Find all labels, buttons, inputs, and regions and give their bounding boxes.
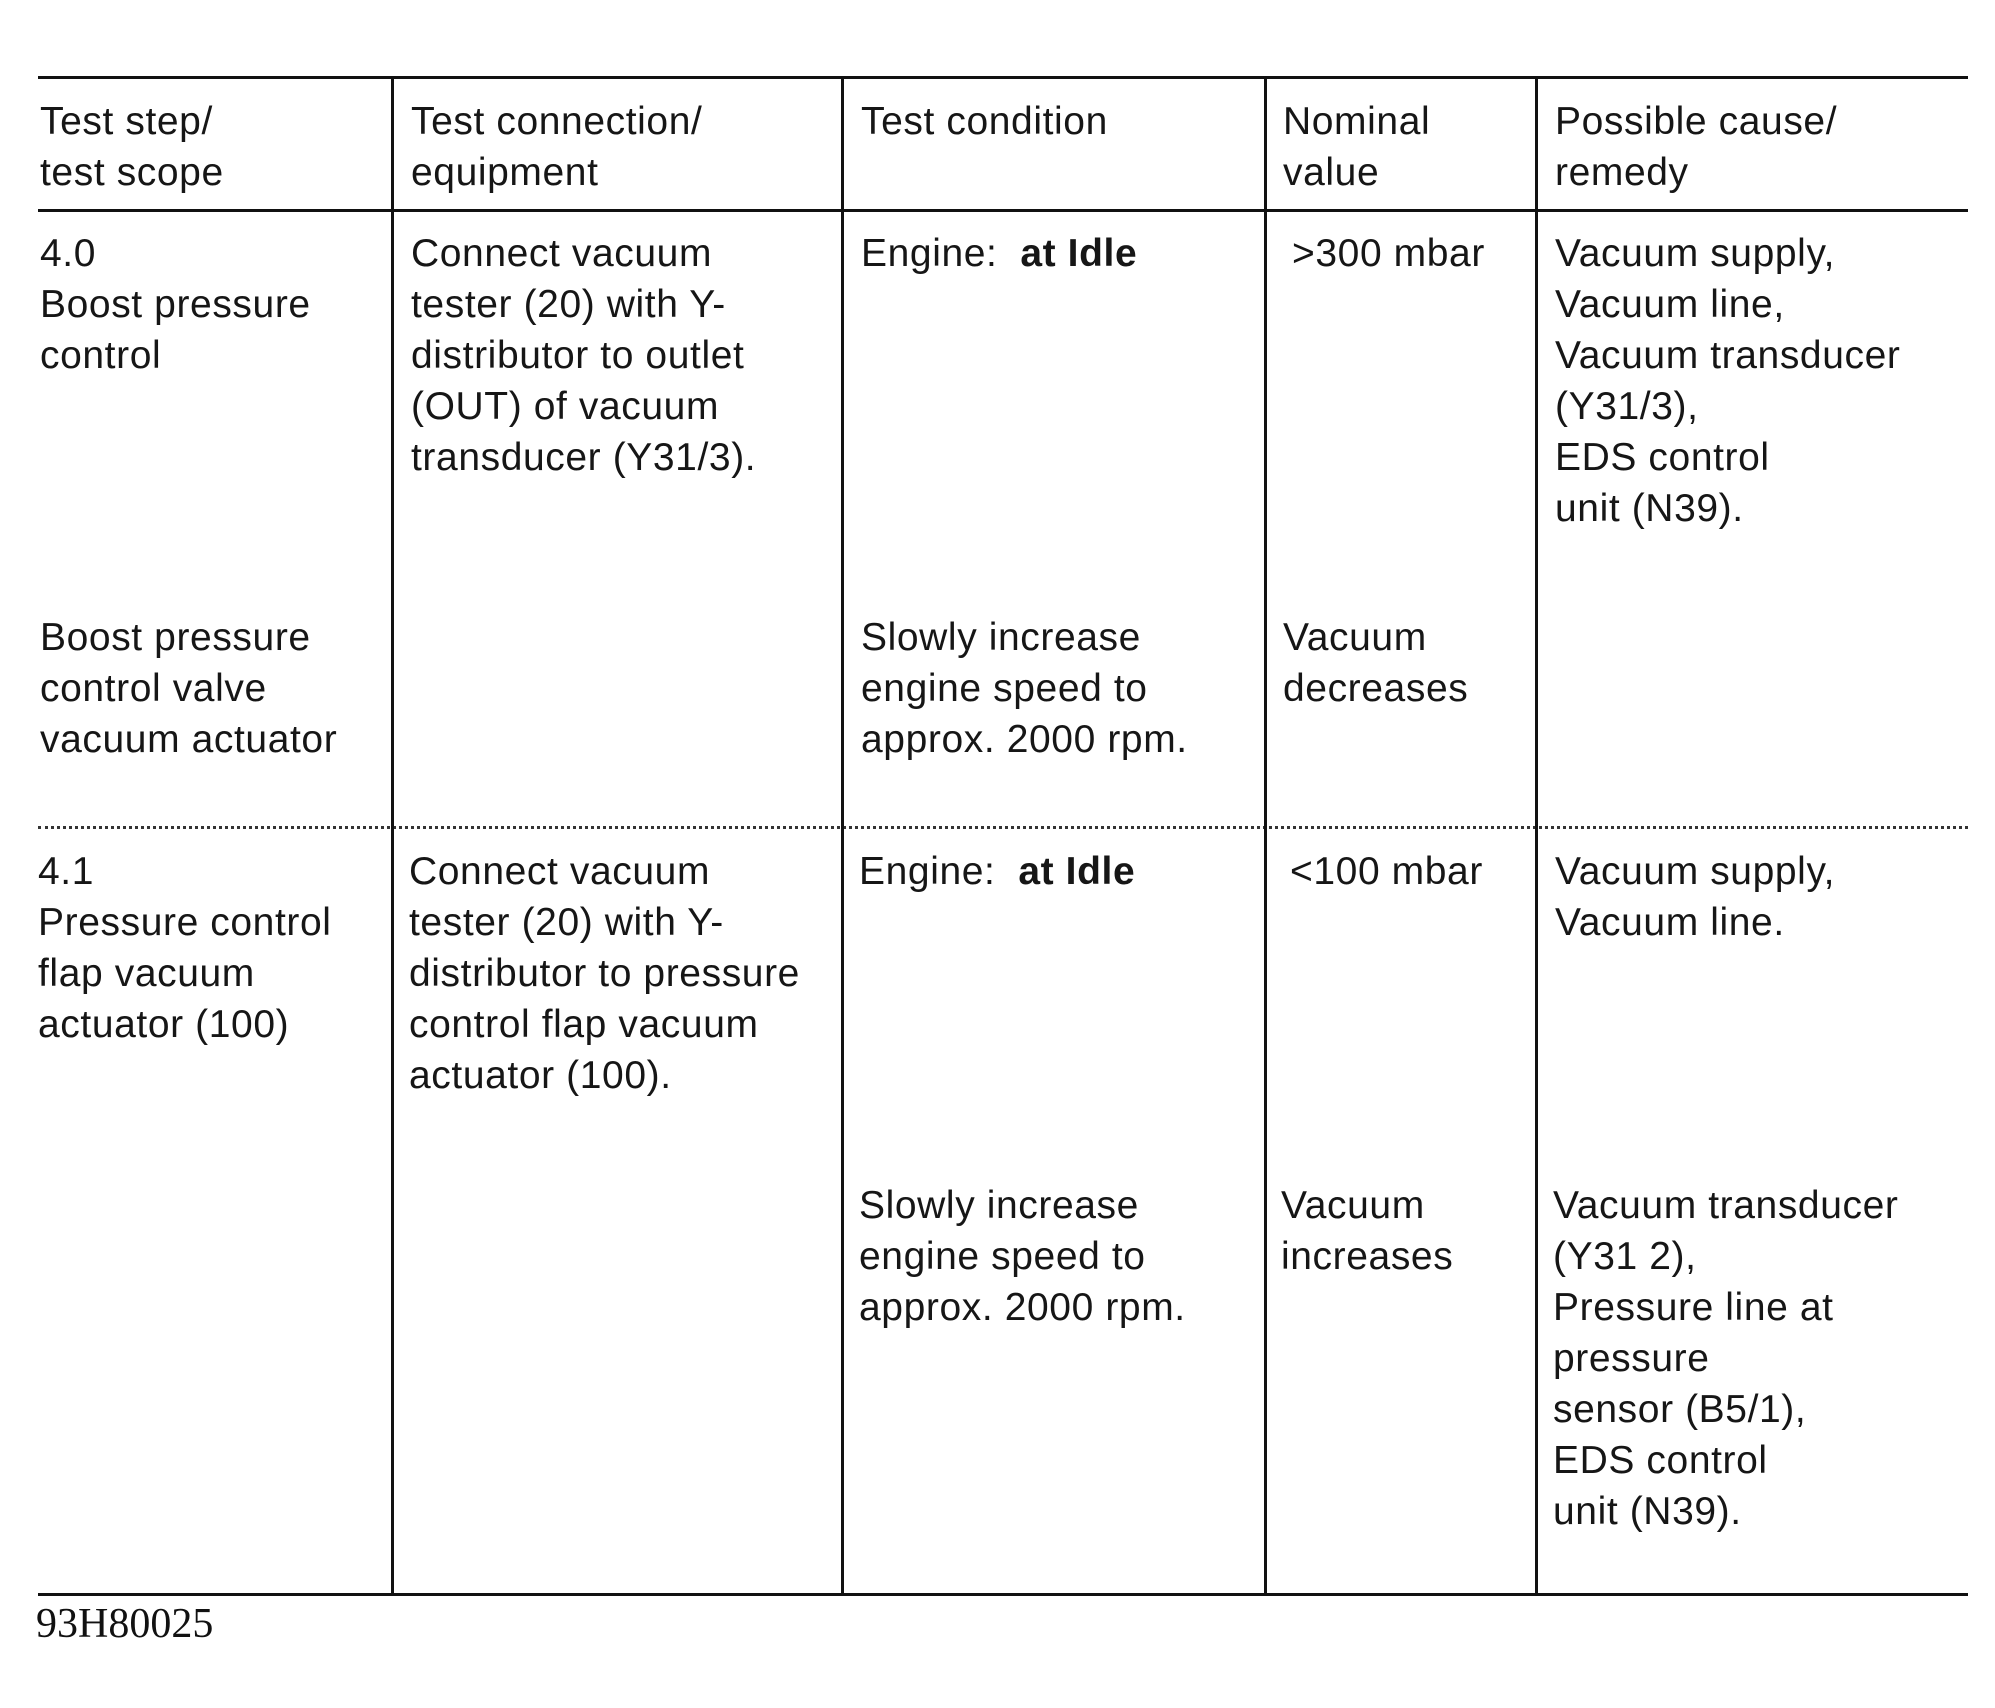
row-4-1-cause: Vacuum supply, Vacuum line. (1555, 850, 1836, 944)
header-test-condition: Test condition (861, 100, 1108, 143)
row-4-1-condition (859, 846, 1135, 897)
column-divider-1 (391, 76, 394, 1596)
row-4-0-connection: Connect vacuum tester (20) with Y- distributor to outlet (OUT) of vacuum transducer (Y31/3). (411, 232, 757, 479)
header-possible-cause: Possible cause/ remedy (1555, 100, 1838, 194)
condition-emphasis: at Idle (1020, 232, 1138, 275)
row-4-0b-step: Boost pressure control valve vacuum actuator (40, 616, 338, 761)
row-4-0-cause: Vacuum supply, Vacuum line, Vacuum transducer (Y31/3), EDS control unit (N39). (1555, 232, 1901, 530)
row-4-1b-cause: Vacuum transducer (Y31 2), Pressure line at pressure sensor (B5/1), EDS control unit (N39). (1553, 1184, 1899, 1533)
row-4-1b-condition: Slowly increase engine speed to approx. 2000 rpm. (859, 1184, 1186, 1329)
header-test-connection: Test connection/ equipment (411, 100, 703, 194)
row-4-0-nominal: >300 mbar (1292, 232, 1485, 275)
condition-label: Engine: (859, 850, 996, 893)
column-divider-2 (841, 76, 844, 1596)
row-4-1-nominal: <100 mbar (1290, 850, 1483, 893)
header-test-step: Test step/ test scope (40, 100, 224, 194)
row-4-0-step: 4.0 Boost pressure control (40, 232, 311, 377)
row-4-0b-nominal: Vacuum decreases (1283, 616, 1469, 710)
condition-emphasis: at Idle (1018, 850, 1136, 893)
header-bottom-rule (38, 209, 1968, 212)
section-divider-dotted (38, 826, 1968, 829)
column-divider-3 (1264, 76, 1267, 1596)
row-4-0b-condition: Slowly increase engine speed to approx. 2000 rpm. (861, 616, 1188, 761)
row-4-1b-nominal: Vacuum increases (1281, 1184, 1454, 1278)
condition-label: Engine: (861, 232, 998, 275)
table-bottom-rule (38, 1593, 1968, 1596)
column-divider-4 (1535, 76, 1538, 1596)
table-top-rule (38, 76, 1968, 79)
row-4-1-connection: Connect vacuum tester (20) with Y- distributor to pressure control flap vacuum actuator (100). (409, 850, 800, 1097)
row-4-1-step: 4.1 Pressure control flap vacuum actuator (100) (38, 850, 332, 1046)
header-nominal-value: Nominal value (1283, 100, 1431, 194)
row-4-0-condition (861, 228, 1137, 279)
figure-code: 93H80025 (36, 1601, 214, 1647)
